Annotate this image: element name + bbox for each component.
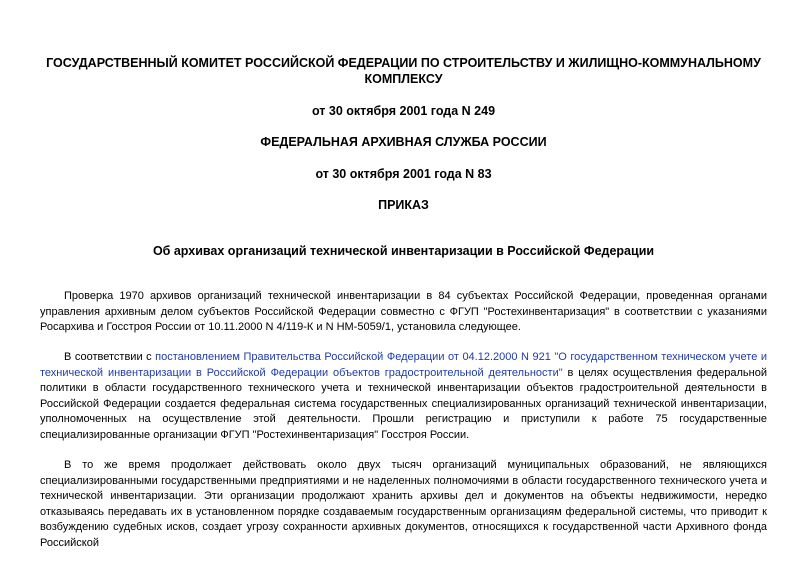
paragraph-2-lead: В соответствии с — [64, 351, 156, 363]
document-title: Об архивах организаций технической инвентаризации в Российской Федерации — [152, 244, 655, 258]
document-type: ПРИКАЗ — [378, 198, 429, 212]
government-decree-link[interactable]: постановлением Правительства Российской Федерации от 04.12.2000 N 921 "О государственном техническом учете и технической инвентаризации в Российской Федерации объектов градостроительной деятельности" — [40, 351, 768, 379]
paragraph-3: В то же время продолжает действовать около двух тысяч организаций муниципальных образований, не являющихся специализированными государственными предприятиями и не наделенных полномочиями в области государственного технического учета и технической инвентаризации. Эти организации продолжают хранить архивы дел и документов на объекты недвижимости, нередко отказываясь передавать их в установленном порядке создаваемым государственным организациям федеральной системы, что приводит к возбуждению судебных исков, создает угрозу сохранности архивных документов, относящихся к государственной части Архивного фонда Российской — [40, 459, 767, 549]
issuing-authority-2: ФЕДЕРАЛЬНАЯ АРХИВНАЯ СЛУЖБА РОССИИ — [260, 135, 547, 149]
paragraph-2 — [40, 350, 767, 444]
order-date-2: от 30 октября 2001 года N 83 — [315, 167, 492, 181]
paragraph-2-rest: в целях осуществления федеральной политики в области государственного технического учета и технической инвентаризации объектов градостроительной деятельности в Российской Федерации создается федеральная система государственных специализированных организаций технической инвентаризации, уполномоченных на осуществление этой деятельности. Прошли регистрацию и приступили к работе 75 государственные специализированные организации ФГУП "Ростехинвентаризация" Госстроя России. — [40, 366, 767, 441]
order-date-1: от 30 октября 2001 года N 249 — [311, 104, 496, 118]
paragraph-1: Проверка 1970 архивов организаций технической инвентаризации в 84 субъектах Российской Федерации, проведенная органами управления архивным делом субъектов Российской Федерации совместно с ФГУП "Ростехинвентаризация" в соответствии с указаниями Росархива и Госстроя России от 10.11.2000 N 4/119-К и N НМ-5059/1, установила следующее. — [40, 290, 767, 334]
issuing-authority-1: ГОСУДАРСТВЕННЫЙ КОМИТЕТ РОССИЙСКОЙ ФЕДЕРАЦИИ ПО СТРОИТЕЛЬСТВУ И ЖИЛИЩНО-КОММУНАЛЬНОМУ КОМПЛЕКСУ — [46, 56, 761, 86]
